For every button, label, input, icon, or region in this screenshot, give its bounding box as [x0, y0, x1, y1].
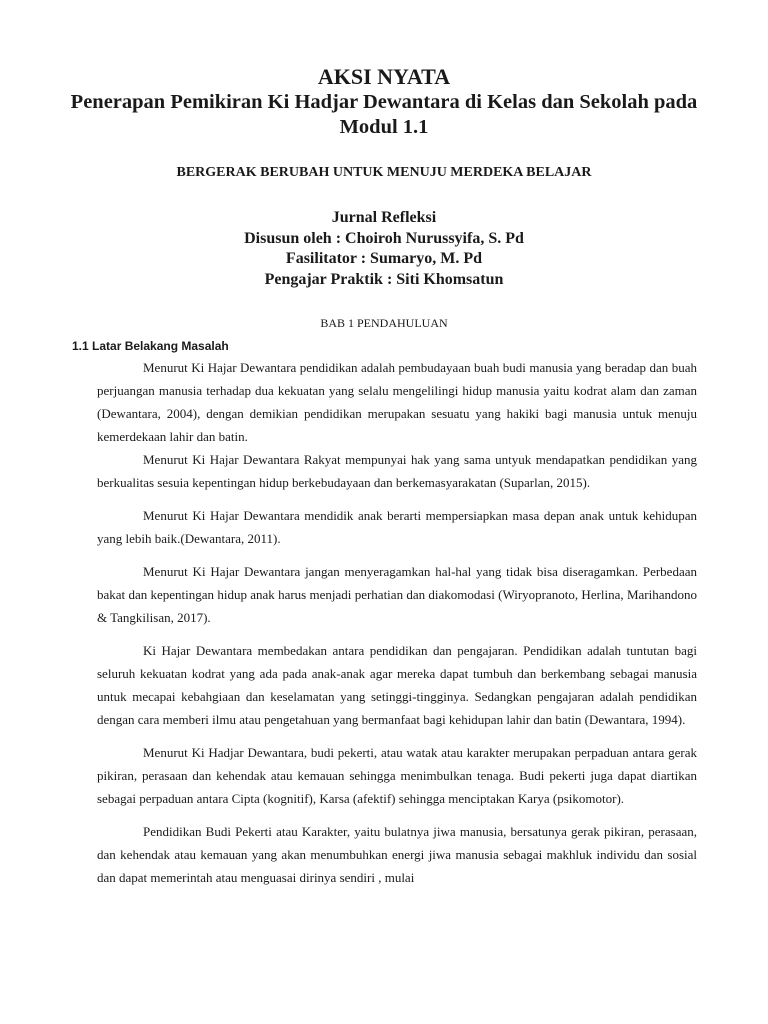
author-line: Disusun oleh : Choiroh Nurussyifa, S. Pd — [244, 229, 524, 247]
paragraph: Menurut Ki Hadjar Dewantara, budi pekerti, atau watak atau karakter merupakan perpaduan antara gerak pikiran, perasaan dan kehendak atau kemauan sehingga menimbulkan tenaga. Budi pekerti juga dapat diartikan sebagai perpaduan antara Cipta (kognitif), Karsa (afektif) sehingga menciptakan Karya (psikomotor). — [97, 745, 697, 806]
paragraph: Menurut Ki Hajar Dewantara mendidik anak berarti mempersiapkan masa depan anak untuk kehidupan yang lebih baik.(Dewantara, 2011). — [97, 508, 697, 546]
paragraph: Menurut Ki Hajar Dewantara Rakyat mempunyai hak yang sama untyuk mendapatkan pendidikan yang berkualitas sesuia kepentingan hidup berkebudayaan dan berkemasyarakatan (Suparlan, 2015). — [97, 452, 697, 490]
document-subtitle: Penerapan Pemikiran Ki Hadjar Dewantara di Kelas dan Sekolah pada Modul 1.1 — [70, 91, 698, 138]
body-text — [97, 356, 697, 899]
instructor-line: Pengajar Praktik : Siti Khomsatun — [264, 270, 504, 288]
paragraph: Menurut Ki Hajar Dewantara pendidikan adalah pembudayaan buah budi manusia yang beradap dan buah perjuangan manusia terhadap dua kekuatan yang selalu mengelilingi hidup manusia yaitu kodrat alam dan zaman (Dewantara, 2004), dengan demikian pendidikan merupakan sesuatu yang hakiki bagi manusia untuk menuju kemerdekaan lahir dan batin. — [97, 360, 697, 444]
chapter-heading: BAB 1 PENDAHULUAN — [320, 316, 448, 330]
paragraph: Menurut Ki Hajar Dewantara jangan menyeragamkan hal-hal yang tidak bisa diseragamkan. Perbedaan bakat dan kepentingan hidup anak harus menjadi perhatian dan diakomodasi (Wiryopranoto, Herlina, Marihandono & Tangkilisan, 2017). — [97, 564, 697, 625]
author-info-block — [0, 208, 768, 290]
paragraph: Ki Hajar Dewantara membedakan antara pendidikan dan pengajaran. Pendidikan adalah tuntutan bagi seluruh kekuatan kodrat yang ada pada anak-anak agar mereka dapat tumbuh dan berkembang sebagai manusia untuk mecapai kebahgiaan dan keselamatan yang setinggi-tingginya. Sedangkan pengajaran adalah pendidikan dengan cara memberi ilmu atau pengetahuan yang bermanfaat bagi kehidupan lahir dan batin (Dewantara, 1994). — [97, 643, 697, 727]
document-tagline: BERGERAK BERUBAH UNTUK MENUJU MERDEKA BELAJAR — [176, 165, 592, 180]
section-heading: 1.1 Latar Belakang Masalah — [72, 339, 229, 353]
paragraph: Pendidikan Budi Pekerti atau Karakter, yaitu bulatnya jiwa manusia, bersatunya gerak pikiran, perasaan, dan kehendak atau kemauan yang akan menumbuhkan energi jiwa manusia sebagai makhluk individu dan sosial dan dapat memerintah atau menguasai dirinya sendiri , mulai — [97, 824, 697, 885]
journal-type: Jurnal Refleksi — [331, 209, 437, 226]
document-title: AKSI NYATA — [317, 64, 451, 89]
facilitator-line: Fasilitator : Sumaryo, M. Pd — [285, 250, 483, 267]
